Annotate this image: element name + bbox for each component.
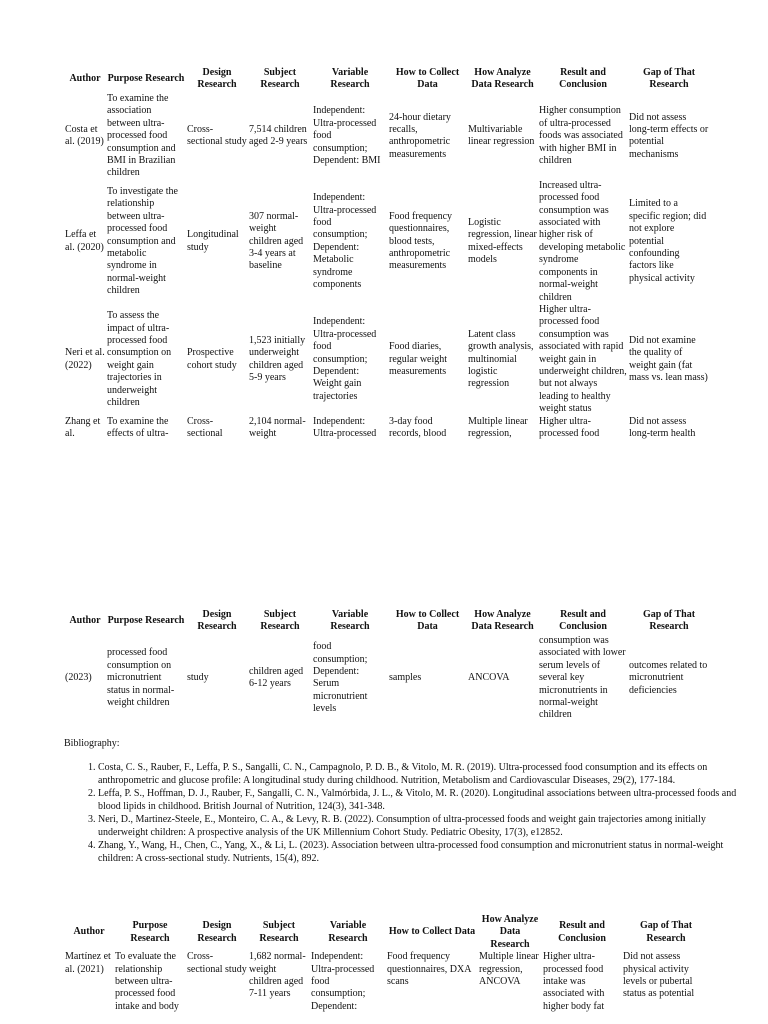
cell-variable: Independent: Ultra-processed food consumption; Dependent: Weight gain trajectories bbox=[313, 316, 377, 402]
header-variable: Variable Research bbox=[330, 608, 370, 632]
cell-subject: 2,104 normal-weight bbox=[249, 415, 306, 439]
cell-author: Costa et al. (2019) bbox=[65, 124, 104, 148]
header-subject: Subject Research bbox=[260, 608, 300, 632]
cell-subject: 1,682 normal-weight children aged 7-11 years bbox=[249, 951, 306, 1000]
table-header-row bbox=[64, 65, 710, 93]
table-row bbox=[64, 93, 710, 180]
header-collect-data: How to Collect Data bbox=[388, 926, 476, 938]
cell-result: Higher ultra-processed food bbox=[539, 415, 600, 439]
cell-collect: Food diaries, regular weight measurements bbox=[389, 341, 448, 377]
cell-variable: Independent: Ultra-processed food consumption; Dependent: BMI bbox=[313, 105, 381, 167]
bibliography-list bbox=[64, 762, 738, 866]
cell-variable: Independent: Ultra-processed bbox=[313, 415, 377, 439]
header-result: Result and Conclusion bbox=[558, 920, 606, 944]
cell-collect: Food frequency questionnaires, blood tests, anthropometric measurements bbox=[389, 210, 453, 272]
table-row bbox=[64, 304, 710, 416]
table-row bbox=[64, 635, 710, 722]
header-purpose: Purpose Research bbox=[107, 72, 185, 84]
header-collect-data: How to Collect Data bbox=[395, 608, 460, 632]
cell-collect: 3-day food records, blood bbox=[389, 415, 447, 439]
cell-analyze: ANCOVA bbox=[468, 672, 510, 684]
bibliography-entry: 1. Costa, C. S., Rauber, F., Leffa, P. S., Sangalli, C. N., Campagnolo, P. D. B., & Vitolo, M. R. (2019). Ultra-processed food consumption and its effects on anthropometric and glucose profile: A longitudinal study during childhood. Nutrition, Metabolism and Cardiovascular Diseases, 29(2), 177-184. bbox=[98, 762, 738, 787]
header-author: Author bbox=[69, 72, 101, 84]
header-analyze-data: How Analyze Data Research bbox=[471, 608, 534, 632]
cell-result: consumption was associated with lower serum levels of several key micronutrients in normal-weight children bbox=[539, 635, 626, 721]
cell-collect: Food frequency questionnaires, DXA scans bbox=[387, 951, 471, 988]
cell-analyze: Multiple linear regression, bbox=[468, 415, 528, 439]
cell-design: Cross-sectional bbox=[187, 415, 223, 439]
header-design: Design Research bbox=[197, 608, 237, 632]
cell-result: Higher ultra-processed food intake was associated with higher body fat bbox=[543, 951, 605, 1012]
cell-subject: children aged 6-12 years bbox=[249, 666, 304, 690]
cell-variable: Independent: Ultra-processed food consumption; Dependent: Metabolic syndrome components bbox=[313, 192, 377, 291]
cell-result: Higher consumption of ultra-processed foods was associated with higher BMI in children bbox=[539, 105, 623, 167]
literature-table-2 bbox=[64, 914, 710, 1013]
table-header-row bbox=[64, 914, 710, 951]
cell-purpose: To assess the impact of ultra-processed food consumption on weight gain trajectories in underweight children bbox=[107, 310, 172, 408]
cell-collect: samples bbox=[389, 672, 422, 684]
header-gap: Gap of That Research bbox=[639, 920, 693, 944]
cell-design: study bbox=[187, 672, 209, 684]
cell-result: Increased ultra-processed food consumption was associated with higher risk of developing metabolic syndrome components in normal-weight children bbox=[539, 179, 626, 303]
header-author: Author bbox=[73, 926, 105, 938]
literature-table-1 bbox=[64, 65, 710, 440]
header-purpose: Purpose Research bbox=[130, 920, 170, 944]
cell-result: Higher ultra-processed food consumption was associated with rapid weight gain in underweight children, but not always leading to healthy weight status bbox=[539, 303, 627, 415]
cell-purpose: To evaluate the relationship between ultra-processed food intake and body bbox=[115, 951, 179, 1012]
table-row bbox=[64, 951, 710, 1013]
header-purpose: Purpose Research bbox=[107, 614, 185, 626]
cell-gap: Did not assess long-term effects or potential mechanisms bbox=[629, 111, 709, 160]
cell-analyze: Logistic regression, linear mixed-effects models bbox=[468, 217, 537, 266]
cell-design: Cross-sectional study bbox=[187, 124, 247, 148]
cell-analyze: Multiple linear regression, ANCOVA bbox=[479, 951, 539, 988]
cell-gap: Did not examine the quality of weight gain (fat mass vs. lean mass) bbox=[629, 334, 708, 384]
bibliography-entry: 3. Neri, D., Martinez-Steele, E., Monteiro, C. A., & Levy, R. B. (2022). Consumption of ultra-processed foods and weight gain trajectories among initially underweight children: A prospective analysis of the UK Millennium Cohort Study. Pediatric Obesity, 17(3), e12852. bbox=[98, 814, 738, 839]
bibliography-entry: 2. Leffa, P. S., Hoffman, D. J., Rauber, F., Sangalli, C. N., Valmórbida, J. L., & Vitolo, M. R. (2020). Longitudinal associations between ultra-processed foods and blood lipids in childhood. British Journal of Nutrition, 124(3), 341-348. bbox=[98, 788, 738, 813]
cell-author: (2023) bbox=[65, 672, 92, 684]
table-row bbox=[64, 180, 710, 304]
cell-analyze: Latent class growth analysis, multinomial logistic regression bbox=[468, 328, 534, 390]
header-analyze-data: How Analyze Data Research bbox=[471, 66, 534, 90]
cell-author: Martínez et al. (2021) bbox=[65, 951, 111, 975]
header-design: Design Research bbox=[197, 920, 237, 944]
header-design: Design Research bbox=[197, 66, 237, 90]
cell-design: Longitudinal study bbox=[187, 229, 239, 253]
table-row bbox=[64, 416, 710, 441]
cell-analyze: Multivariable linear regression bbox=[468, 124, 535, 148]
cell-purpose: To examine the effects of ultra- bbox=[107, 415, 169, 439]
cell-subject: 307 normal-weight children aged 3-4 years at baseline bbox=[249, 210, 304, 272]
cell-variable: Independent: Ultra-processed food consumption; Dependent: bbox=[311, 951, 375, 1012]
cell-gap: outcomes related to micronutrient deficiencies bbox=[629, 659, 708, 696]
cell-collect: 24-hour dietary recalls, anthropometric measurements bbox=[389, 111, 451, 160]
bibliography-entry: 4. Zhang, Y., Wang, H., Chen, C., Yang, X., & Li, L. (2023). Association between ultra-processed food consumption and micronutrient status in normal-weight children: A cross-sectional study. Nutrients, 15(4), 892. bbox=[98, 840, 738, 865]
cell-author: Zhang et al. bbox=[65, 415, 101, 439]
header-result: Result and Conclusion bbox=[559, 608, 607, 632]
header-variable: Variable Research bbox=[330, 66, 370, 90]
header-analyze-data: How Analyze Data Research bbox=[481, 914, 539, 950]
cell-gap: Limited to a specific region; did not explore potential confounding factors like physical activity bbox=[629, 198, 707, 284]
cell-purpose: To investigate the relationship between ultra-processed food consumption and metabolic syndrome in normal-weight children bbox=[107, 186, 178, 297]
header-subject: Subject Research bbox=[260, 66, 300, 90]
cell-subject: 7,514 children aged 2-9 years bbox=[249, 124, 308, 148]
header-gap: Gap of That Research bbox=[642, 66, 696, 90]
header-collect-data: How to Collect Data bbox=[395, 66, 460, 90]
cell-gap: Did not assess physical activity levels or pubertal status as potential bbox=[623, 951, 695, 1000]
table-header-row bbox=[64, 607, 710, 635]
literature-table-continued bbox=[64, 607, 710, 722]
header-result: Result and Conclusion bbox=[559, 66, 607, 90]
cell-design: Prospective cohort study bbox=[187, 347, 237, 371]
cell-purpose: To examine the association between ultra-processed food consumption and BMI in Brazilian children bbox=[107, 93, 176, 179]
bibliography-heading: Bibliography: bbox=[64, 738, 120, 749]
cell-gap: Did not assess long-term health bbox=[629, 415, 696, 439]
cell-author: Neri et al. (2022) bbox=[65, 347, 105, 371]
cell-subject: 1,523 initially underweight children aged 5-9 years bbox=[249, 334, 306, 384]
header-variable: Variable Research bbox=[328, 920, 368, 944]
header-subject: Subject Research bbox=[259, 920, 299, 944]
header-gap: Gap of That Research bbox=[642, 608, 696, 632]
cell-author: Leffa et al. (2020) bbox=[65, 229, 104, 253]
cell-design: Cross-sectional study bbox=[187, 951, 247, 975]
cell-variable: food consumption; Dependent: Serum micronutrient levels bbox=[313, 641, 368, 715]
header-author: Author bbox=[69, 614, 101, 626]
cell-purpose: processed food consumption on micronutrient status in normal-weight children bbox=[107, 647, 175, 709]
